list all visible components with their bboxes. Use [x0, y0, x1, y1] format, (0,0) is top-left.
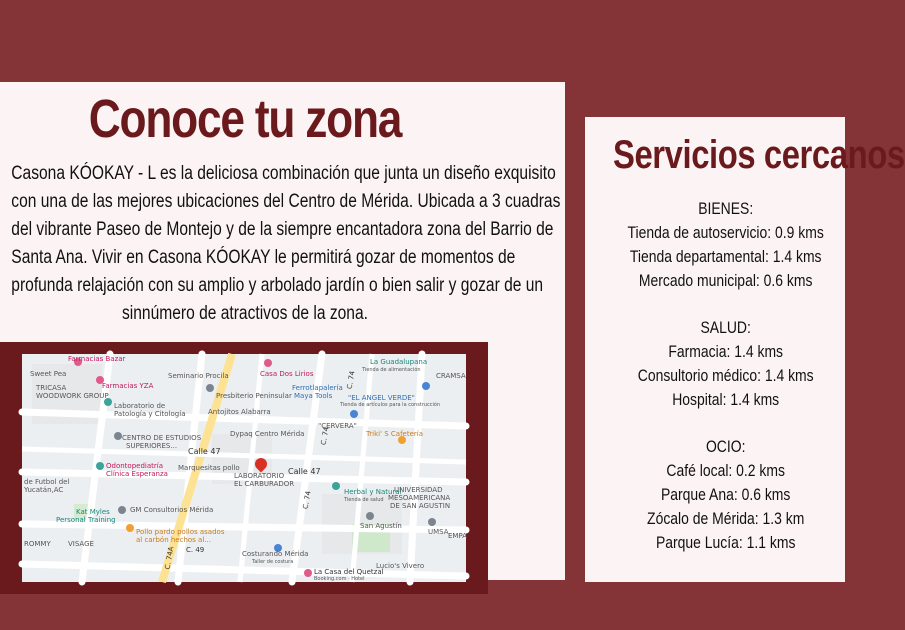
health-store-pin-icon[interactable] — [332, 482, 340, 490]
map-label: Farmacias Bazar — [68, 355, 126, 363]
map-label: GM Consultorios Mérida — [130, 506, 214, 514]
map-label: La Casa del Quetzal — [314, 568, 384, 576]
street-label: Calle 47 — [188, 447, 221, 456]
services-group-heading: BIENES: — [698, 199, 754, 218]
map-label: Clínica Esperanza — [106, 470, 168, 478]
street-label: Calle 47 — [288, 467, 321, 476]
map-label: WOODWORK GROUP — [36, 392, 109, 400]
store-pin-icon[interactable] — [350, 410, 358, 418]
description-line: profunda relajación con su amplio y arbolado jardín o bien salir y gozar de un — [11, 275, 544, 296]
map-label: Dypaq Centro Mérida — [230, 430, 305, 438]
map-label: CRAMSA — [436, 372, 466, 380]
map-label: Maya Tools — [294, 392, 333, 400]
service-item: Hospital: 1.4 kms — [672, 390, 780, 409]
map-label: La Guadalupana — [370, 358, 428, 366]
street-label: C. 74 — [301, 490, 313, 510]
map-label: Odontopediatría — [106, 462, 163, 470]
street-label: C. 74 — [319, 426, 331, 446]
service-item: Café local: 0.2 kms — [666, 461, 785, 480]
map-label: VISAGE — [68, 540, 94, 548]
description-line: Santa Ana. Vivir en Casona KÓOKAY le permitirá gozar de momentos de — [11, 247, 516, 268]
hotel-pin-icon[interactable] — [304, 569, 312, 577]
page-title: Conoce tu zona — [88, 89, 402, 149]
map-label: UMSA — [428, 528, 449, 536]
map-label: LABORATORIO — [234, 472, 285, 480]
map-label: Personal Training — [56, 516, 116, 524]
hotel-pin-icon[interactable] — [264, 359, 272, 367]
map-label: Tienda de artículos para la construcción — [340, 402, 441, 408]
map-label: "EL ANGEL VERDE" — [348, 394, 415, 402]
map-label: Sweet Pea — [30, 370, 67, 378]
street-label: C. 74A — [163, 545, 176, 571]
map-label: Patología y Citología — [114, 410, 186, 418]
map-label: ROMMY — [24, 540, 51, 548]
map-label: DE SAN AGUSTIN — [390, 502, 451, 510]
service-item: Zócalo de Mérida: 1.3 km — [647, 509, 805, 528]
map-label: Tienda de alimentación — [362, 367, 421, 373]
map-label: CENTRO DE ESTUDIOS — [122, 434, 202, 442]
map-label: Casa Dos Lirios — [260, 370, 314, 378]
clinic-pin-icon[interactable] — [118, 506, 126, 514]
map-label: al carbón hechos al... — [136, 536, 211, 544]
street-label: C. 49 — [186, 546, 205, 554]
description-line: sinnúmero de atractivos de la zona. — [122, 303, 368, 324]
map-label: Costurando Mérida — [242, 550, 309, 558]
school-pin-icon[interactable] — [114, 432, 122, 440]
map-label: Taller de costura — [252, 559, 294, 565]
service-item: Consultorio médico: 1.4 kms — [637, 366, 814, 385]
service-item: Tienda departamental: 1.4 kms — [629, 247, 822, 266]
map-label: San Agustín — [360, 522, 402, 530]
location-map — [22, 354, 466, 582]
map-label: Herbal y Natural — [344, 488, 402, 496]
map-label: Presbiterio Peninsular — [216, 392, 292, 400]
restaurant-pin-icon[interactable] — [126, 524, 134, 532]
map-label: Farmacias YZA — [102, 382, 154, 390]
church-pin-icon[interactable] — [366, 512, 374, 520]
description-line: Casona KÓOKAY - L es la deliciosa combinación que junta un diseño exquisito — [11, 163, 556, 184]
services-list — [615, 197, 836, 555]
map-label: Kat Myles — [76, 508, 110, 516]
street-label: C. 74 — [345, 370, 357, 390]
map-label: Ferrotlapalería — [292, 384, 343, 392]
map-label: Booking.com · Hotel — [314, 576, 365, 582]
service-item: Parque Ana: 0.6 kms — [660, 485, 791, 504]
map-label: Lucio's Vivero — [376, 562, 425, 570]
map-label: de Futbol del — [24, 478, 70, 486]
service-item: Mercado municipal: 0.6 kms — [638, 271, 813, 290]
store-pin-icon[interactable] — [422, 382, 430, 390]
map-label: MESOAMERICANA — [388, 494, 451, 502]
map-label: SUPERIORES... — [126, 442, 178, 450]
map-label: Yucatán,AC — [24, 486, 64, 494]
map-label: Laboratorio de — [114, 402, 166, 410]
services-group-heading: SALUD: — [700, 318, 751, 337]
description-line: con una de las mejores ubicaciones del Centro de Mérida. Ubicada a 3 cuadras — [11, 191, 561, 212]
service-item: Tienda de autoservicio: 0.9 kms — [627, 223, 824, 242]
map-label: Antojitos Alabarra — [208, 408, 271, 416]
map-label: Marquesitas pollo — [178, 464, 240, 472]
school-pin-icon[interactable] — [428, 518, 436, 526]
map-label: Triki' S Cafetería — [366, 430, 423, 438]
map-label: EMPA — [448, 532, 468, 540]
map-label: EL CARBURADOR — [234, 480, 295, 488]
services-group-heading: OCIO: — [705, 437, 746, 456]
service-item: Parque Lucía: 1.1 kms — [655, 533, 796, 552]
dentist-pin-icon[interactable] — [96, 462, 104, 470]
service-item: Farmacia: 1.4 kms — [668, 342, 784, 361]
services-title: Servicios cercanos — [613, 133, 905, 177]
zone-description — [11, 160, 561, 328]
church-pin-icon[interactable] — [206, 384, 214, 392]
map-label: "CERVERA" — [318, 422, 357, 430]
map-label: Seminario Procila — [168, 372, 229, 380]
description-line: del vibrante Paseo de Montejo y de la siempre encantadora zona del Barrio de — [11, 219, 554, 240]
map-label: Tienda de salud — [344, 497, 384, 503]
map-label: Pollo pardo pollos asados — [136, 528, 225, 536]
map-label: TRICASA — [36, 384, 67, 392]
map-label: UNIVERSIDAD — [394, 486, 443, 494]
